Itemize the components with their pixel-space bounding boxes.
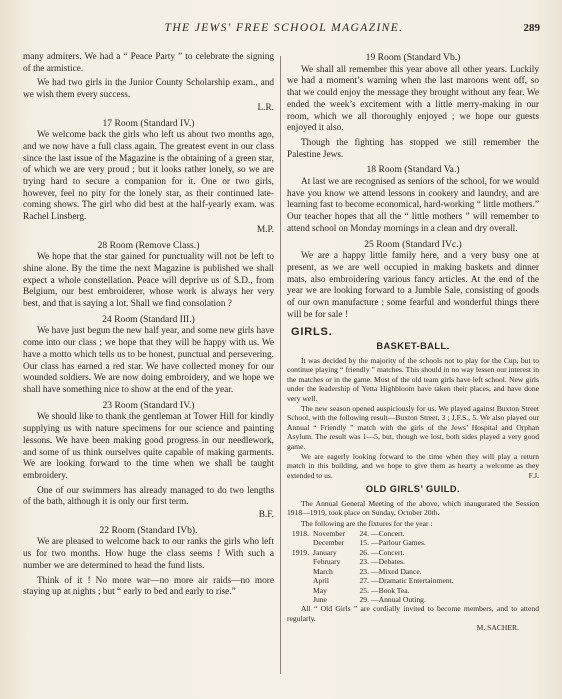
- basketball-heading: BASKET-BALL.: [376, 341, 450, 352]
- signature: B.F.: [258, 510, 274, 521]
- fixture-event: —Concert.: [371, 529, 405, 539]
- fixture-row: [287, 548, 539, 557]
- fixture-month: April: [313, 576, 330, 586]
- fixture-month: March: [313, 566, 333, 576]
- old-girls-guild-heading: OLD GIRLS’ GUILD.: [365, 484, 461, 495]
- fixture-year: [287, 595, 309, 604]
- paragraph: We welcome back the girls who left us about two months ago, and we now have a full class again. The greatest event in our class since the last issue of the Magazine is the obtaining of a green star, of which we are very proud ; but it looks rather lonely, so we are trying hard to secure a companion for it. One or two girls, however, feel no pity for the lonely star, as their continued late-coming shows. The girl who did best at the half-yearly exam. was Rachel Linsberg.: [23, 130, 274, 223]
- fixture-day: 29.: [359, 594, 369, 604]
- paragraph: many admirers. We had a “ Peace Party ” to celebrate the signing of the armistice.: [23, 52, 274, 74]
- paragraph: Though the fighting has stopped we still remember the Palestine Jews.: [287, 137, 539, 160]
- fixture-row: [287, 576, 539, 585]
- left-column: [23, 52, 274, 602]
- fixture-event: —Concert.: [371, 547, 405, 557]
- section-heading: 25 Room (Standard IVc.): [364, 238, 462, 250]
- fixture-day: 27.: [359, 576, 369, 586]
- fixture-event: —Dramatic Entertainment.: [371, 576, 454, 586]
- girls-heading: GIRLS.: [291, 326, 333, 339]
- paragraph: The following are the fixtures for the year :: [301, 518, 433, 528]
- paragraph: All “ Old Girls ” are cordially invited to become members, and to attend regularly.: [287, 604, 539, 623]
- section-heading: 17 Room (Standard IV.): [102, 117, 195, 129]
- paragraph: One of our swimmers has already managed to do two lengths of the bath, although it is only our first term.: [23, 485, 274, 508]
- column-divider: [280, 56, 281, 674]
- fixture-day: 25.: [359, 585, 369, 595]
- fixture-year: [287, 567, 309, 576]
- fixture-event: —Mixed Dance.: [371, 566, 422, 576]
- fixture-row: [287, 586, 539, 595]
- fixture-month: February: [313, 557, 341, 567]
- fixture-event: —Annual Outing.: [371, 594, 426, 604]
- signature: L.R.: [257, 102, 274, 113]
- fixture-event: —Parlour Games.: [371, 538, 426, 548]
- paragraph: At last we are recognised as seniors of the school, for we would have you know we attend lessons in cookery and laundry, and are learning fast to become economical, hard-working “ little mothers.” Our teacher hopes that all the “ little mothers ” will remember to attend school on Monday mornings in a clean and dry overall.: [287, 177, 539, 234]
- fixture-month: May: [313, 585, 327, 595]
- section-heading: 24 Room (Standard III.): [102, 313, 195, 325]
- fixture-month: November: [313, 529, 346, 539]
- signature: F.J.: [528, 470, 539, 480]
- fixture-month: January: [313, 547, 337, 557]
- paragraph: We are pleased to welcome back to our ranks the girls who left us for two months. How huge the class seems ! With such a number we are determined to head the fund lists.: [23, 537, 274, 571]
- paragraph: We are a happy little family here, and a very busy one at present, as we are well occupied in making baskets and dinner mats, also embroidering various fancy articles. At the end of the year we are looking forward to a Jumble Sale, consisting of goods of our own manufacture ; some fearful and wonderful things there will be for sale !: [287, 251, 539, 320]
- fixture-year: [287, 557, 309, 566]
- fixture-year: [287, 586, 309, 595]
- paragraph: We had two girls in the Junior County Scholarship exam., and we wish them every success.: [23, 78, 274, 101]
- page-header: [28, 22, 540, 38]
- section-heading: 28 Room (Remove Class.): [97, 239, 200, 251]
- paragraph: We should like to thank the gentleman at Tower Hill for kindly supplying us with nature specimens for our science and painting lessons. We have been making good progress in our needlework, and some of us think ourselves quite capable of making garments. We are looking forward to the time when we shall be taught embroidery.: [23, 412, 274, 481]
- fixture-row: [287, 557, 539, 566]
- fixture-row: [287, 567, 539, 576]
- fixture-row: [287, 595, 539, 604]
- paragraph: Think of it ! No more war—no more air raids—no more staying up at nights ; but “ early to bed and early to rise.”: [23, 575, 274, 598]
- paragraph: The Annual General Meeting of the above, which inaugurated the Session 1918—1919, took place on Sunday, October 20th.: [287, 498, 539, 518]
- section-heading: 22 Room (Standard IVb).: [99, 524, 198, 536]
- fixture-day: 23.: [359, 557, 369, 567]
- old-girls-guild-report: [287, 499, 539, 633]
- fixture-year: 1918.: [291, 529, 309, 539]
- fixture-year: 1919.: [291, 547, 309, 557]
- paragraph: We hope that the star gained for punctuality will not be left to shine alone. By the time the next Magazine is published we shall expect a whole constellation. Peace will deprive us of S.D., from Belgium, our best embroiderer, whose work is always her very best, and that is saying a lot. Shall we find consolation ?: [23, 252, 274, 310]
- right-column: [287, 52, 539, 633]
- signature: M. SACHER.: [476, 623, 519, 633]
- paragraph: It was decided by the majority of the schools not to play for the Cup, but to continue playing “ friendly ” matches. This should in no way lessen our interest in the matches or in the game. Most of the old team girls have left school. New girls under the leadership of Yetta Highbloom have taken their places, and have done very well.: [287, 355, 539, 403]
- fixture-year: [287, 538, 309, 547]
- basketball-report: [287, 356, 539, 480]
- fixture-day: 26.: [359, 547, 369, 557]
- fixture-day: 15.: [359, 538, 369, 548]
- fixture-event: —Debates.: [371, 557, 405, 567]
- fixture-row: [287, 538, 539, 547]
- fixture-event: —Book Tea.: [371, 585, 410, 595]
- page-number: 289: [523, 22, 540, 34]
- paragraph: [287, 452, 539, 480]
- section-heading: 23 Room (Standard IV.): [102, 399, 195, 411]
- fixture-day: 23.: [359, 566, 369, 576]
- section-heading: 19 Room (Standard Vb.): [365, 52, 461, 63]
- magazine-title: THE JEWS' FREE SCHOOL MAGAZINE.: [164, 22, 404, 34]
- paragraph-text: We are eagerly looking forward to the time when they will play a return match in this building, and we hope to give them as hearty a welcome as they extended to us.: [287, 451, 539, 480]
- paragraph: The new season opened auspiciously for us. We played against Buxton Street School, with the following result—Buxton Street, 3 ; J.F.S., 5. We also played our Annual “ Friendly ” match with the girls of the Jews’ Hospital and Orphan Asylum. The result was 1—5, but, though we lost, both sides played a very good game.: [287, 403, 539, 451]
- fixture-year: [287, 576, 309, 585]
- fixture-day: 24.: [359, 529, 369, 539]
- section-heading: 18 Room (Standard Va.): [366, 164, 460, 176]
- signature: M.P.: [256, 224, 274, 235]
- fixtures-list: [287, 529, 539, 604]
- paragraph: We have just begun the new half year, and some new girls have come into our class ; we hope that they will be happy with us. We have a motto which tells us to be honest, punctual and persevering. Our class has earned a red star. We have collected money for our wounded soldiers. We are now doing embroidery, and we hope we shall have something nice to show at the end of the year.: [23, 326, 274, 395]
- fixture-month: June: [313, 594, 327, 604]
- fixture-month: December: [313, 538, 345, 548]
- fixture-row: [287, 529, 539, 538]
- paragraph: We shall all remember this year above all other years. Luckily we had a moment’s warning when the last maroons went off, so that we could enjoy the message they brought without any fear. We ended the week’s excitement with a little merry-making in our room, which we all thoroughly enjoyed ; we hope our guests enjoyed it also.: [287, 64, 539, 134]
